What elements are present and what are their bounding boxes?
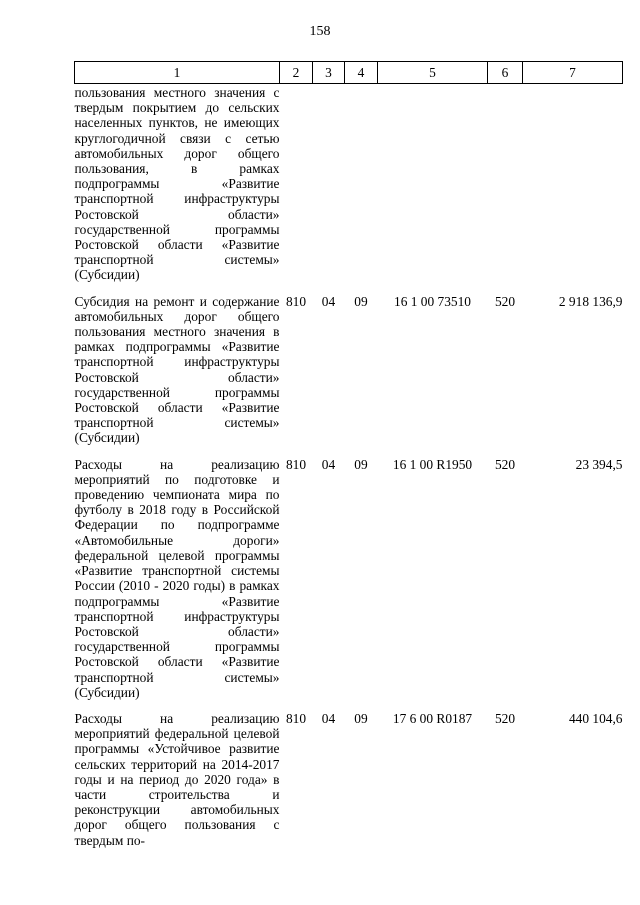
ministry-code — [280, 84, 313, 283]
subsection-code: 09 — [354, 456, 368, 472]
amount: 2 918 136,9 — [558, 293, 623, 309]
budget-table — [74, 61, 623, 848]
column-header-1: 1 — [75, 62, 280, 84]
section-code — [313, 84, 345, 283]
section-code: 04 — [321, 710, 336, 726]
amount — [523, 84, 623, 283]
row-description: Расходы на реализацию мероприятий федеральной целевой программы «Устойчивое развитие сельских территорий на 2014-2017 годы и на период до 2020 года» в части строительства и реконструкции автомобильных дорог общего пользования с твердым по- — [74, 710, 280, 848]
table-row — [75, 457, 623, 700]
subsection-code: 09 — [354, 293, 368, 309]
expense-type-code: 520 — [494, 293, 516, 309]
expense-type-code: 520 — [494, 710, 516, 726]
column-header-3: 3 — [313, 62, 345, 84]
amount: 440 104,6 — [568, 710, 623, 726]
amount: 23 394,5 — [575, 456, 623, 472]
target-article-code — [378, 84, 488, 283]
section-code: 04 — [321, 293, 336, 309]
table-row — [75, 711, 623, 848]
column-header-5: 5 — [378, 62, 488, 84]
table-row — [75, 294, 623, 446]
table-row — [75, 84, 623, 283]
expense-type-code — [488, 84, 523, 283]
row-description: Субсидия на ремонт и содержание автомобильных дорог общего пользования местного значения в рамках подпрограммы «Развитие транспортной инфраструктуры Ростовской области» государственной программы Ростовской области «Развитие транспортной системы» (Субсидии) — [74, 293, 280, 446]
column-header-7: 7 — [523, 62, 623, 84]
section-code: 04 — [321, 456, 336, 472]
ministry-code: 810 — [285, 710, 307, 726]
ministry-code: 810 — [285, 456, 307, 472]
expense-type-code: 520 — [494, 456, 516, 472]
subsection-code: 09 — [354, 710, 368, 726]
subsection-code — [345, 84, 378, 283]
column-header-2: 2 — [280, 62, 313, 84]
target-article-code: 17 6 00 R0187 — [392, 710, 473, 726]
column-number-row — [75, 62, 623, 84]
target-article-code: 16 1 00 R1950 — [392, 456, 473, 472]
page-number: 158 — [309, 24, 331, 39]
target-article-code: 16 1 00 73510 — [394, 293, 471, 309]
row-description: пользования местного значения с твердым покрытием до сельских населенных пунктов, не имеющих круглогодичной связи с сетью автомобильных дорог общего пользования, в рамках подпрограммы «Развитие транспортной инфраструктуры Ростовской области» государственной программы Ростовской области «Развитие транспортной системы» (Субсидии) — [74, 85, 280, 283]
ministry-code: 810 — [285, 293, 307, 309]
column-header-6: 6 — [488, 62, 523, 84]
row-description: Расходы на реализацию мероприятий по подготовке и проведению чемпионата мира по футболу в 2018 году в Российской Федерации по подпрограмме «Автомобильные дороги» федеральной целевой программы «Развитие транспортной системы России (2010 - 2020 годы) в рамках подпрограммы «Развитие транспортной инфраструктуры Ростовской области» государственной программы Ростовской области «Развитие транспортной системы» (Субсидии) — [74, 456, 280, 700]
column-header-4: 4 — [345, 62, 378, 84]
